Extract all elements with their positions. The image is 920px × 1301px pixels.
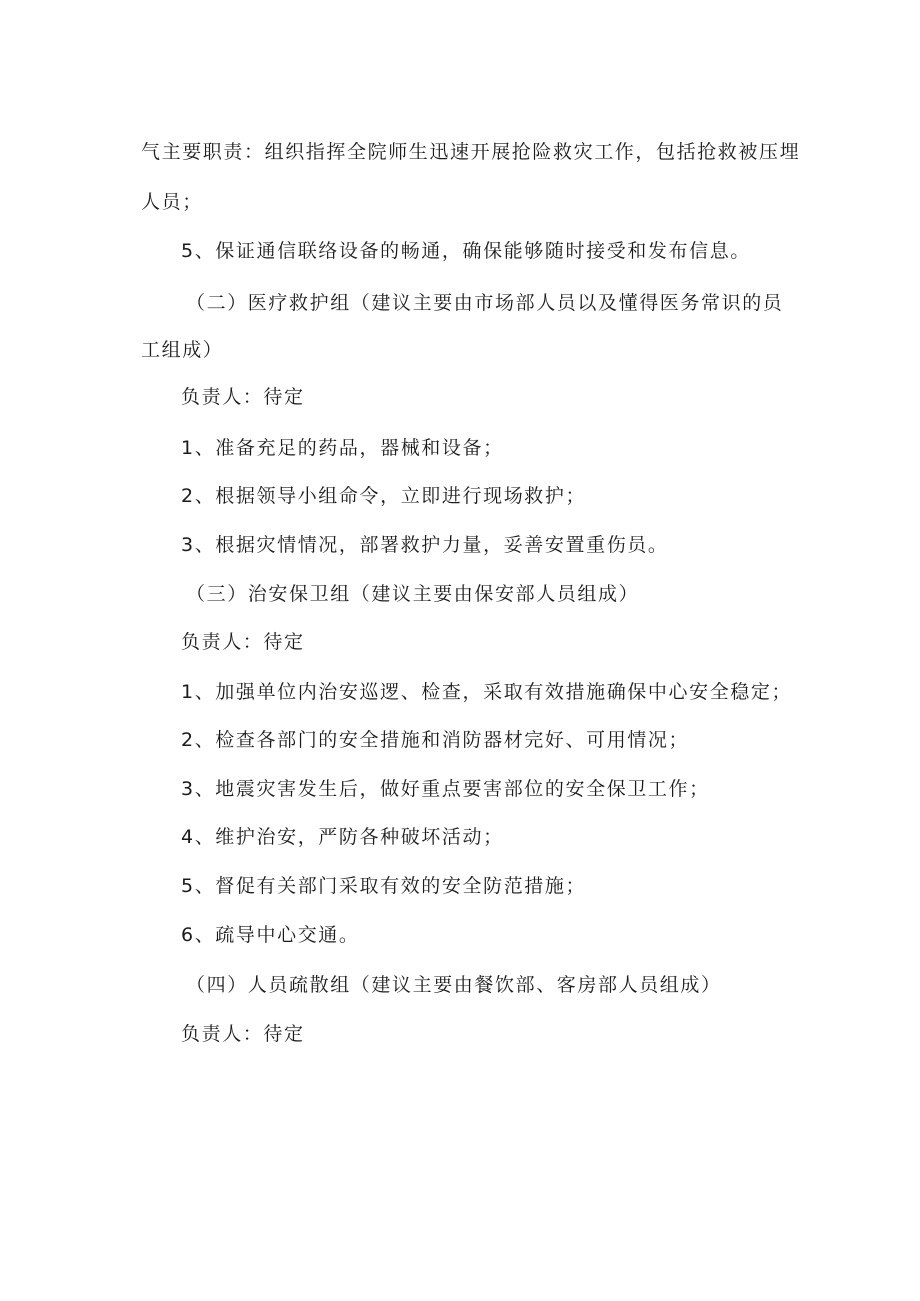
security-item-2: 2、检查各部门的安全措施和消防器材完好、可用情况； xyxy=(181,729,690,751)
section-heading-medical: （二）医疗救护组（建议主要由市场部人员以及懂得医务常识的员 xyxy=(186,292,784,314)
security-item-1: 1、加强单位内治安巡逻、检查，采取有效措施确保中心安全稳定； xyxy=(181,681,793,703)
security-item-5: 5、督促有关部门采取有效的安全防范措施； xyxy=(181,875,587,897)
security-item-3: 3、地震灾害发生后，做好重点要害部位的安全保卫工作； xyxy=(181,778,710,800)
responsible-person-evacuation: 负责人：待定 xyxy=(181,1023,305,1045)
security-item-4: 4、维护治安，严防各种破坏活动； xyxy=(181,826,504,848)
item-5-communication: 5、保证通信联络设备的畅通，确保能够随时接受和发布信息。 xyxy=(181,240,751,262)
security-item-6: 6、疏导中心交通。 xyxy=(181,924,360,946)
medical-item-1: 1、准备充足的药品，器械和设备； xyxy=(181,437,504,459)
medical-item-3: 3、根据灾情情况，部署救护力量，妥善安置重伤员。 xyxy=(181,534,669,556)
responsible-person-security: 负责人：待定 xyxy=(181,631,305,653)
section-heading-medical-cont: 工组成） xyxy=(141,339,224,361)
section-heading-evacuation: （四）人员疏散组（建议主要由餐饮部、客房部人员组成） xyxy=(186,974,722,996)
responsible-person-medical: 负责人：待定 xyxy=(181,386,305,408)
paragraph-line-1: 气主要职责：组织指挥全院师生迅速开展抢险救灾工作，包括抢救被压埋 xyxy=(141,141,801,163)
section-heading-security: （三）治安保卫组（建议主要由保安部人员组成） xyxy=(186,583,640,605)
medical-item-2: 2、根据领导小组命令，立即进行现场救护； xyxy=(181,485,587,507)
paragraph-line-2: 人员； xyxy=(141,191,203,213)
